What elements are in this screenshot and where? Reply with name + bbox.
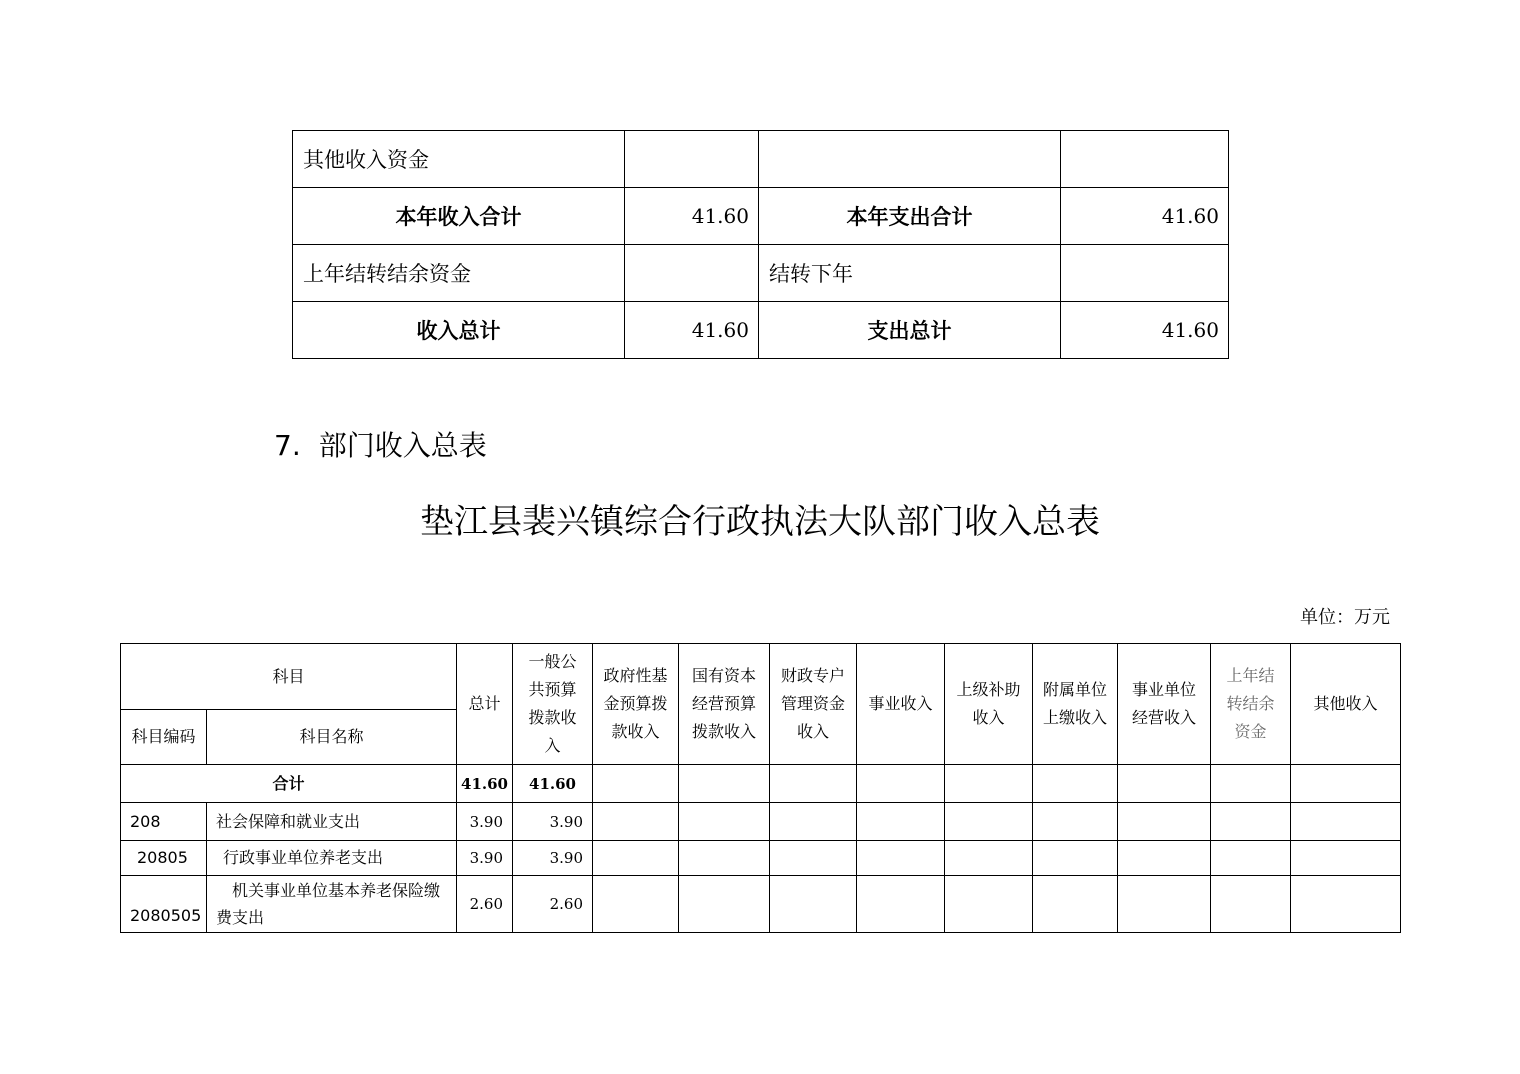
header-carryover: 上年结 转结余 资金 [1211,644,1291,765]
unit-label: 单位：万元 [1300,607,1390,628]
empty-cell [1033,765,1118,803]
empty-cell [1211,803,1291,841]
empty-cell [945,876,1033,933]
total-value: 3.90 [457,803,513,841]
empty-cell [1118,876,1211,933]
table-row [293,188,1229,245]
empty-cell [945,765,1033,803]
summary-right-value: 41.60 [1061,302,1229,359]
table-row [293,131,1229,188]
empty-cell [1211,876,1291,933]
empty-cell [1033,803,1118,841]
summary-right-label: 本年支出合计 [759,188,1061,245]
empty-cell [857,841,945,876]
summary-right-label: 支出总计 [759,302,1061,359]
header-business-income: 事业收入 [857,644,945,765]
header-state-capital: 国有资本 经营预算 拨款收入 [679,644,770,765]
header-other: 其他收入 [1291,644,1401,765]
total-value: 3.90 [457,841,513,876]
header-gov-fund: 政府性基 金预算拨 款收入 [593,644,679,765]
empty-cell [1033,876,1118,933]
header-fiscal-special: 财政专户 管理资金 收入 [770,644,857,765]
summary-left-label: 上年结转结余资金 [293,245,625,302]
empty-cell [593,765,679,803]
header-subject: 科目 [121,644,457,710]
empty-cell [1291,765,1401,803]
empty-cell [1118,803,1211,841]
empty-cell [857,803,945,841]
header-affiliated: 附属单位 上缴收入 [1033,644,1118,765]
general-budget-value: 3.90 [513,841,593,876]
empty-cell [593,841,679,876]
empty-cell [1211,841,1291,876]
summary-left-label: 收入总计 [293,302,625,359]
empty-cell [1291,876,1401,933]
table-row [293,245,1229,302]
empty-cell [857,765,945,803]
header-code: 科目编码 [121,710,207,765]
empty-cell [679,803,770,841]
empty-cell [1211,765,1291,803]
subject-code: 20805 [121,841,207,876]
empty-cell [857,876,945,933]
empty-cell [679,765,770,803]
empty-cell [945,841,1033,876]
empty-cell [1291,803,1401,841]
empty-cell [945,803,1033,841]
section-title: 部门收入总表 [318,429,487,462]
header-operating: 事业单位 经营收入 [1118,644,1211,765]
empty-cell [770,876,857,933]
empty-cell [593,803,679,841]
table-row [121,876,1401,933]
general-budget-value: 41.60 [513,765,593,803]
table-row [121,803,1401,841]
empty-cell [770,765,857,803]
empty-cell [679,841,770,876]
subject-name: 行政事业单位养老支出 [207,841,457,876]
summary-table [292,130,1229,359]
subject-name: 机关事业单位基本养老保险缴 费支出 [207,876,457,933]
header-superior-subsidy: 上级补助 收入 [945,644,1033,765]
total-value: 2.60 [457,876,513,933]
subject-code: 208 [121,803,207,841]
total-value: 41.60 [457,765,513,803]
summary-left-label: 其他收入资金 [293,131,625,188]
empty-cell [1291,841,1401,876]
summary-left-value [625,245,759,302]
empty-cell [1118,765,1211,803]
total-label: 合计 [121,765,457,803]
section-heading [274,424,487,464]
table-header-row [121,644,1401,710]
summary-left-value [625,131,759,188]
subject-name: 社会保障和就业支出 [207,803,457,841]
summary-left-value: 41.60 [625,302,759,359]
subject-code: 2080505 [121,876,207,933]
summary-right-label: 结转下年 [759,245,1061,302]
general-budget-value: 3.90 [513,803,593,841]
empty-cell [770,803,857,841]
section-number: 7. [274,429,301,462]
table-row [121,841,1401,876]
header-name: 科目名称 [207,710,457,765]
page-title: 垫江县裴兴镇综合行政执法大队部门收入总表 [420,502,1100,542]
empty-cell [679,876,770,933]
header-general-budget: 一般公 共预算 拨款收 入 [513,644,593,765]
summary-left-value: 41.60 [625,188,759,245]
income-table [120,643,1401,933]
empty-cell [770,841,857,876]
summary-left-label: 本年收入合计 [293,188,625,245]
summary-right-value: 41.60 [1061,188,1229,245]
summary-right-value [1061,245,1229,302]
empty-cell [1033,841,1118,876]
general-budget-value: 2.60 [513,876,593,933]
empty-cell [593,876,679,933]
empty-cell [1118,841,1211,876]
table-row-total [121,765,1401,803]
summary-right-label [759,131,1061,188]
summary-right-value [1061,131,1229,188]
table-row [293,302,1229,359]
header-total: 总计 [457,644,513,765]
